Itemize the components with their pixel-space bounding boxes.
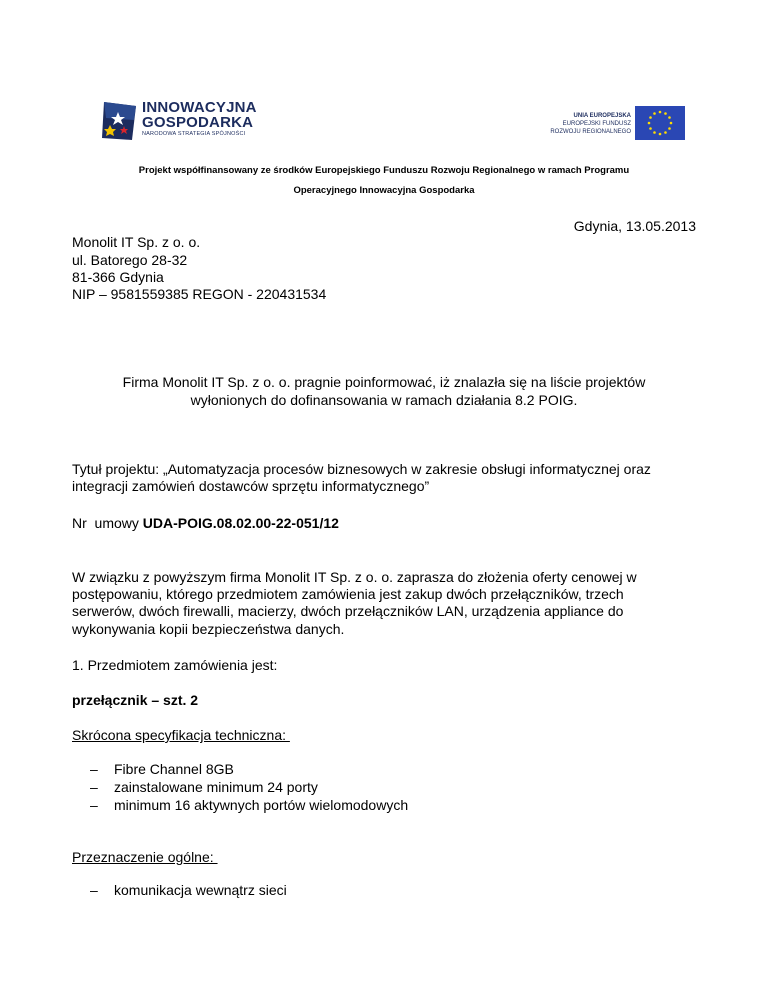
list-item: – Fibre Channel 8GB	[72, 760, 408, 778]
list-item: – minimum 16 aktywnych portów wielomodowych	[72, 796, 408, 814]
eu-flag-icon	[635, 106, 685, 140]
spec-list	[72, 760, 408, 814]
logo-eu-line1: UNIA EUROPEJSKA	[573, 113, 631, 119]
invitation-line-2: postępowaniu, którego przedmiotem zamówienia jest zakup dwóch przełączników, trzech	[72, 586, 624, 602]
invitation-line-1: W związku z powyższym firma Monolit IT Sp. z o. o. zaprasza do złożenia oferty cenowej w	[72, 569, 637, 585]
list-item: – zainstalowane minimum 24 porty	[72, 778, 408, 796]
invitation-line-4: wykonywania kopii bezpieczeństwa danych.	[72, 621, 345, 637]
eu-logo	[545, 106, 685, 142]
list-item: – komunikacja wewnątrz sieci	[72, 881, 287, 899]
spec-heading: Skrócona specyfikacja techniczna:	[72, 727, 290, 743]
announcement-line-1: Firma Monolit IT Sp. z o. o. pragnie poinformować, iż znalazła się na liście projektów	[122, 374, 646, 390]
announcement-line-2: wyłonionych do dofinansowania w ramach działania 8.2 POIG.	[190, 392, 578, 408]
sender-ids: NIP – 9581559385 REGON - 220431534	[72, 286, 327, 302]
contract-number-value: UDA-POIG.08.02.00-22-051/12	[142, 515, 339, 531]
header-line-2: Operacyjnego Innowacyjna Gospodarka	[293, 185, 475, 196]
purpose-heading: Przeznaczenie ogólne:	[72, 849, 218, 865]
order-item: przełącznik – szt. 2	[72, 692, 199, 708]
star-flag-icon	[100, 98, 140, 143]
header-line-1: Projekt współfinansowany ze środków Europejskiego Funduszu Rozwoju Regionalnego w ramach Programu	[138, 165, 630, 176]
sender-street: ul. Batorego 28-32	[72, 252, 188, 268]
invitation-line-3: serwerów, dwóch firewalli, macierzy, dwóch przełączników LAN, urządzenia appliance do	[72, 603, 624, 619]
contract-number	[72, 514, 339, 532]
order-heading: 1. Przedmiotem zamówienia jest:	[72, 657, 278, 673]
innowacyjna-gospodarka-logo	[100, 98, 260, 143]
sender-city: 81-366 Gdynia	[72, 269, 164, 285]
sender-name: Monolit IT Sp. z o. o.	[72, 234, 201, 250]
purpose-list	[72, 881, 287, 899]
logo-innowacyjna-line2: GOSPODARKA	[142, 114, 254, 131]
contract-label: Nr umowy	[72, 515, 143, 531]
project-title-line-2: integracji zamówień dostawców sprzętu informatycznego”	[72, 478, 430, 494]
document-date: Gdynia, 13.05.2013	[573, 218, 696, 234]
logo-innowacyjna-line1: INNOWACYJNA	[142, 99, 257, 116]
logo-eu-line2: EUROPEJSKI FUNDUSZ	[562, 121, 631, 127]
logo-eu-line3: ROZWOJU REGIONALNEGO	[550, 129, 631, 135]
logo-innowacyjna-line3: NARODOWA STRATEGIA SPÓJNOŚCI	[142, 131, 246, 137]
project-title-line-1: Tytuł projektu: „Automatyzacja procesów biznesowych w zakresie obsługi informatycznej oraz	[72, 461, 651, 477]
